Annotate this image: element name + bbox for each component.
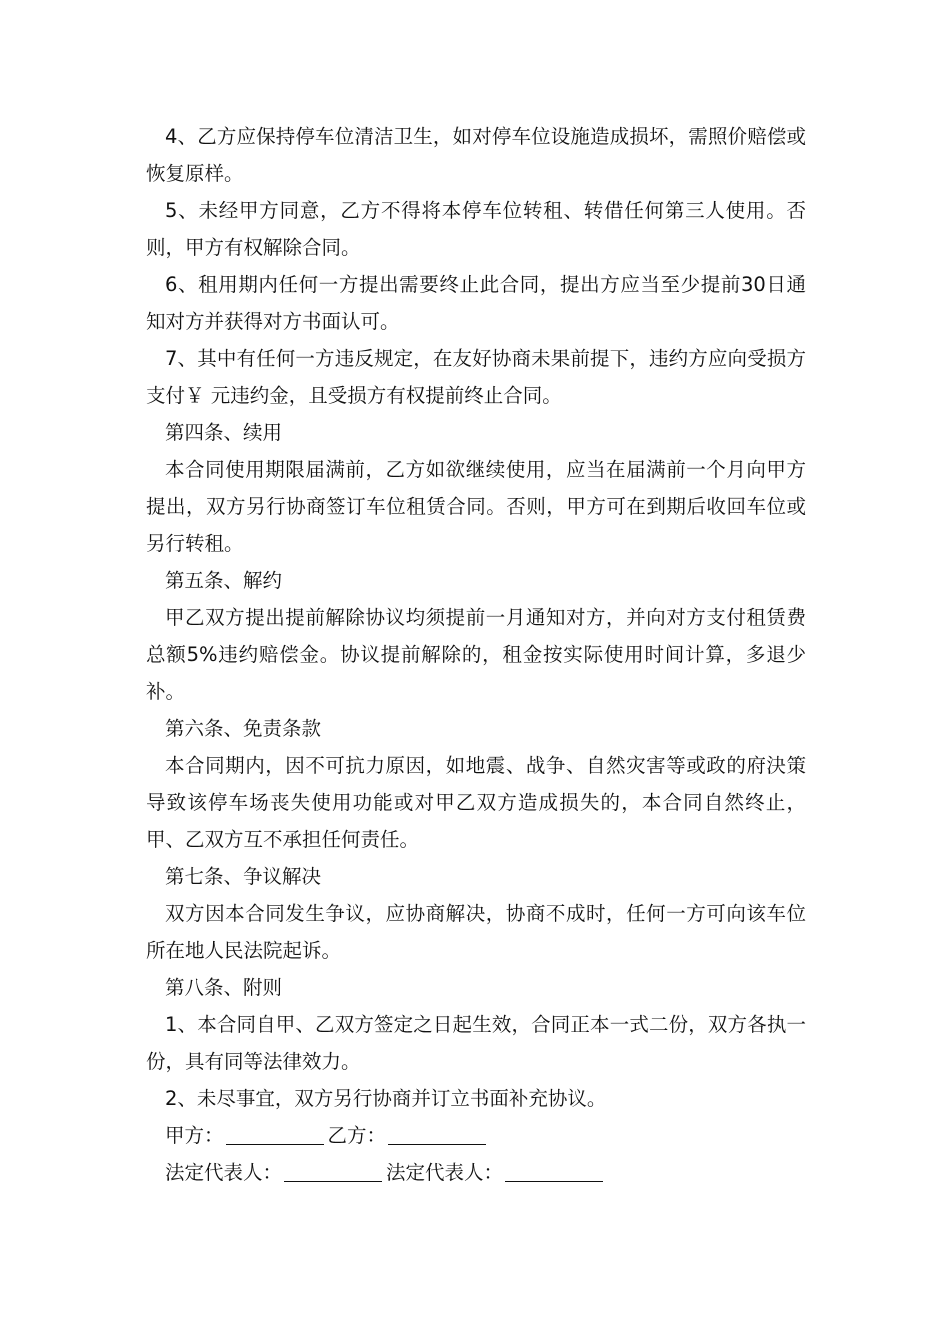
clause-5: 5、未经甲方同意，乙方不得将本停车位转租、转借任何第三人使用。否则，甲方有权解除合同。 bbox=[146, 199, 806, 259]
party-b-label: 乙方： bbox=[327, 1124, 387, 1147]
signature-representatives-line bbox=[146, 1154, 806, 1191]
party-b-signature-blank[interactable] bbox=[388, 1125, 486, 1145]
article-6-body: 本合同期内，因不可抗力原因，如地震、战争、自然灾害等或政的府決策导致该停车场丧失使用功能或对甲乙双方造成损失的，本合同自然终止，甲、乙双方互不承担任何责任。 bbox=[146, 754, 806, 851]
rep-b-label: 法定代表人： bbox=[386, 1161, 504, 1184]
article-4-heading: 第四条、续用 bbox=[165, 421, 283, 444]
rep-a-signature-blank[interactable] bbox=[284, 1162, 382, 1182]
party-a-signature-blank[interactable] bbox=[226, 1125, 324, 1145]
article-8-heading: 第八条、附则 bbox=[165, 976, 283, 999]
article-5-heading: 第五条、解约 bbox=[165, 569, 283, 592]
article-6-heading: 第六条、免责条款 bbox=[165, 717, 322, 740]
clause-4: 4、乙方应保持停车位清洁卫生，如对停车位设施造成损坏，需照价赔偿或恢复原样。 bbox=[146, 125, 806, 185]
article-8-item-2: 2、未尽事宜，双方另行协商并订立书面补充协议。 bbox=[165, 1087, 607, 1110]
article-5-body: 甲乙双方提出提前解除协议均须提前一月通知对方，并向对方支付租赁费总额5%违约赔偿金。协议提前解除的，租金按实际使用时间计算，多退少补。 bbox=[146, 606, 806, 703]
rep-b-signature-blank[interactable] bbox=[505, 1162, 603, 1182]
party-a-label: 甲方： bbox=[165, 1124, 224, 1147]
clause-6: 6、租用期内任何一方提出需要终止此合同，提出方应当至少提前30日通知对方并获得对方书面认可。 bbox=[146, 273, 806, 333]
article-4-body: 本合同使用期限届满前，乙方如欲继续使用，应当在届满前一个月向甲方提出，双方另行协商签订车位租赁合同。否则，甲方可在到期后收回车位或另行转租。 bbox=[146, 458, 806, 555]
article-7-heading: 第七条、争议解决 bbox=[165, 865, 322, 888]
rep-a-label: 法定代表人： bbox=[165, 1161, 283, 1184]
article-7-body: 双方因本合同发生争议，应协商解决，协商不成时，任何一方可向该车位所在地人民法院起诉。 bbox=[146, 902, 806, 962]
signature-parties-line bbox=[146, 1117, 806, 1154]
clause-7: 7、其中有任何一方违反规定，在友好协商未果前提下，违约方应向受损方支付￥ 元违约金，且受损方有权提前终止合同。 bbox=[146, 347, 806, 407]
article-8-item-1: 1、本合同自甲、乙双方签定之日起生效，合同正本一式二份，双方各执一份，具有同等法律效力。 bbox=[146, 1013, 806, 1073]
contract-body bbox=[146, 118, 806, 1191]
